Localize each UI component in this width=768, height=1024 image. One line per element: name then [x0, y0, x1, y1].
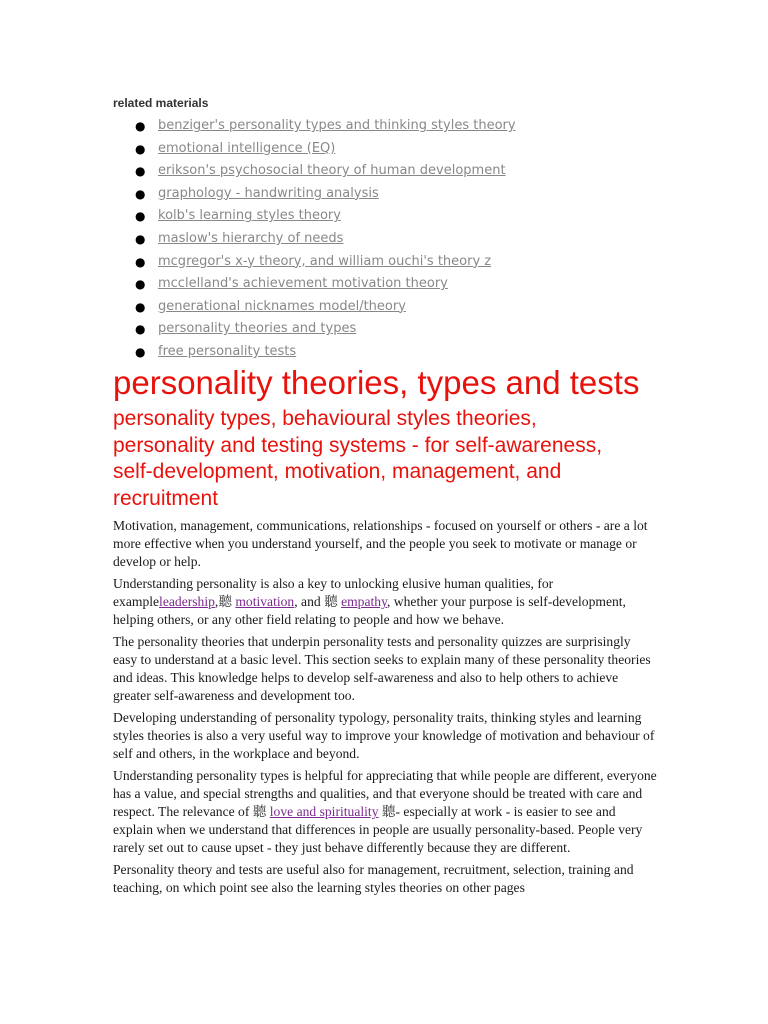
paragraph-text: , whether your purpose is self-development, helping others, or any other field relating to people and how we behave.	[113, 594, 626, 627]
paragraph	[113, 767, 658, 857]
related-materials-list	[135, 117, 516, 366]
bullet-icon: ●	[135, 141, 146, 156]
bullet-icon: ●	[135, 186, 146, 201]
list-item	[135, 298, 516, 321]
list-item	[135, 117, 516, 140]
stray-glyph: 聽	[218, 594, 232, 609]
page-subtitle: personality types, behavioural styles theories, personality and testing systems - for self-awareness, self-development, motivation, management, and recruitment	[113, 407, 603, 511]
bullet-icon: ●	[135, 164, 146, 179]
paragraph: Motivation, management, communications, relationships - focused on yourself or others - are a lot more effective when you understand yourself, and the people you seek to motivate or manage or develop or help.	[113, 518, 648, 569]
link-mcclelland[interactable]: mcclelland's achievement motivation theory	[158, 276, 448, 292]
bullet-icon: ●	[135, 119, 146, 133]
stray-glyph: 聽	[381, 804, 396, 819]
bullet-icon: ●	[135, 277, 146, 292]
stray-glyph: 聽	[252, 804, 267, 819]
list-item	[135, 275, 516, 298]
link-motivation[interactable]: motivation	[235, 594, 295, 609]
bullet-icon: ●	[135, 231, 146, 246]
link-kolb[interactable]: kolb's learning styles theory	[158, 208, 341, 224]
paragraph	[113, 575, 658, 629]
list-item	[135, 253, 516, 276]
paragraph: Developing understanding of personality typology, personality traits, thinking styles and learning styles theories is also a very useful way to improve your knowledge of motivation and behaviour of self and others, in the workplace and beyond.	[113, 710, 655, 761]
article-body	[113, 517, 658, 901]
bullet-icon: ●	[135, 209, 146, 224]
paragraph-text: Understanding personality types is helpful for appreciating that while people are different, everyone has a value, and special strengths and qualities, and that everyone should be treated with care and respect. The relevance of	[113, 768, 657, 819]
link-free-personality-tests[interactable]: free personality tests	[158, 343, 297, 359]
bullet-icon: ●	[135, 322, 146, 337]
link-empathy[interactable]: empathy	[341, 594, 387, 609]
paragraph: Personality theory and tests are useful also for management, recruitment, selection, training and teaching, on which point see also the learning styles theories on other pages	[113, 862, 634, 895]
link-generational-nicknames[interactable]: generational nicknames model/theory	[158, 298, 406, 314]
link-maslow[interactable]: maslow's hierarchy of needs	[158, 230, 344, 246]
stray-glyph: 聽	[324, 594, 338, 609]
link-erikson[interactable]: erikson's psychosocial theory of human development	[158, 163, 506, 179]
list-item	[135, 343, 516, 366]
list-item	[135, 207, 516, 230]
list-item	[135, 320, 516, 343]
link-mcgregor[interactable]: mcgregor's x-y theory, and william ouchi's theory z	[158, 253, 492, 269]
related-materials-heading: related materials	[113, 96, 209, 110]
paragraph-text: , and	[294, 594, 325, 609]
bullet-icon: ●	[135, 254, 146, 269]
list-item	[135, 140, 516, 163]
list-item	[135, 230, 516, 253]
paragraph: The personality theories that underpin personality tests and personality quizzes are surprisingly easy to understand at a basic level. This section seeks to explain many of these personality theories and ideas. This knowledge helps to develop self-awareness and also to help others to achieve greater self-awareness and development too.	[113, 634, 651, 703]
link-personality-theories[interactable]: personality theories and types	[158, 321, 357, 337]
link-benziger[interactable]: benziger's personality types and thinking styles theory	[158, 118, 516, 133]
page-title: personality theories, types and tests	[113, 364, 640, 401]
list-item	[135, 162, 516, 185]
paragraph-text: Understanding personality is also a key to unlocking elusive human qualities, for example	[113, 576, 554, 609]
link-love-and-spirituality[interactable]: love and spirituality	[269, 804, 379, 819]
bullet-icon: ●	[135, 299, 146, 314]
link-leadership[interactable]: leadership	[159, 594, 215, 609]
paragraph-text: - especially at work - is easier to see and explain when we understand that differences in people are usually personality-based. People very rarely set out to cause upset - they just behave differently because they are different.	[113, 804, 643, 855]
link-graphology[interactable]: graphology - handwriting analysis	[158, 185, 379, 201]
link-emotional-intelligence[interactable]: emotional intelligence (EQ)	[158, 140, 336, 156]
paragraph-text: ,	[214, 594, 219, 609]
list-item	[135, 185, 516, 208]
bullet-icon: ●	[135, 344, 146, 359]
